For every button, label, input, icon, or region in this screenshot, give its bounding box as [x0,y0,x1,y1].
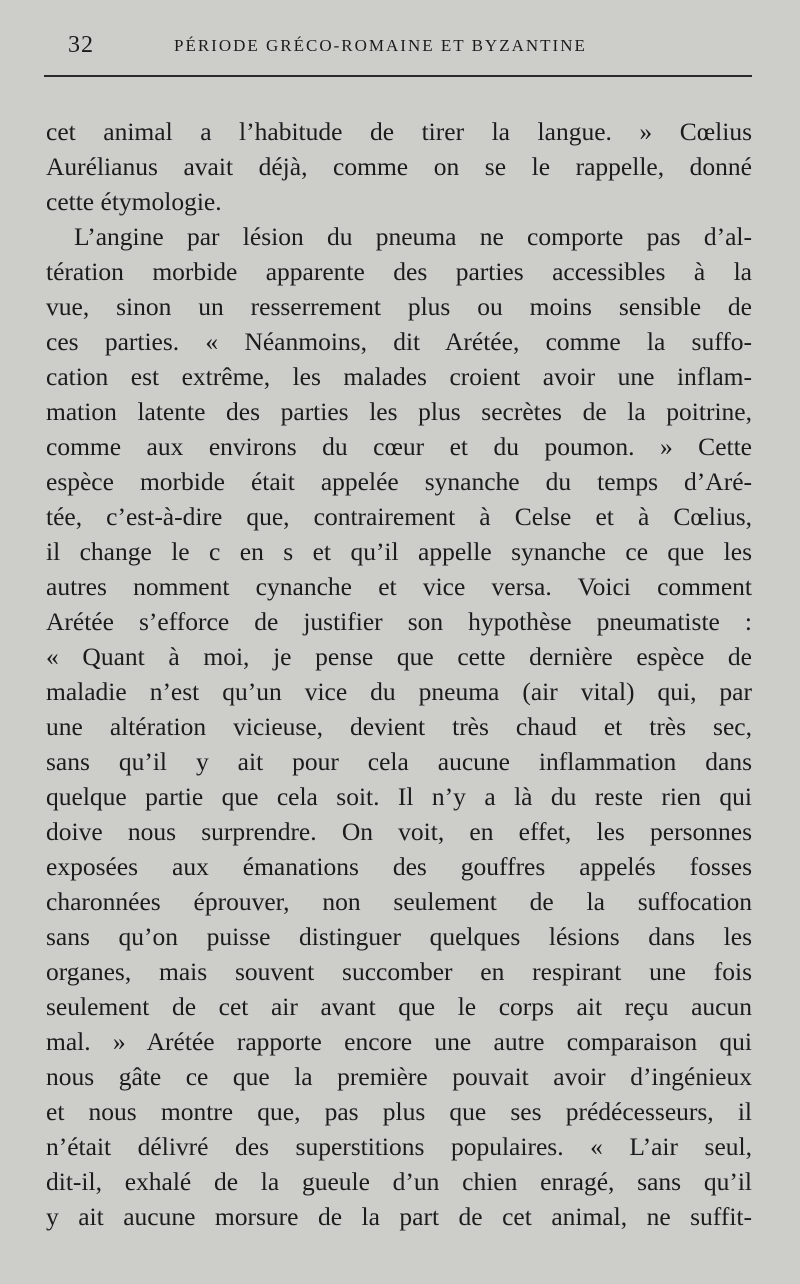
text-line: y ait aucune morsure de la part de cet animal, ne suffit- [46,1202,752,1231]
text-line: sans qu’il y ait pour cela aucune inflammation dans [46,747,752,776]
text-line: cet animal a l’habitude de tirer la langue. » Cœlius [46,117,752,146]
text-line: organes, mais souvent succomber en respirant une fois [46,957,752,986]
text-line: ces parties. « Néanmoins, dit Arétée, comme la suffo- [46,327,752,356]
text-line: doive nous surprendre. On voit, en effet, les personnes [46,817,752,846]
text-line: tération morbide apparente des parties accessibles à la [46,257,752,286]
text-line: cette étymologie. [46,187,222,216]
text-line: « Quant à moi, je pense que cette dernière espèce de [46,642,752,671]
text-line: mal. » Arétée rapporte encore une autre comparaison qui [46,1027,752,1056]
text-line: vue, sinon un resserrement plus ou moins sensible de [46,292,752,321]
body-text [46,114,752,1234]
text-line: charonnées éprouver, non seulement de la suffocation [46,887,752,916]
text-line: mation latente des parties les plus secrètes de la poitrine, [46,397,752,426]
text-line: Aurélianus avait déjà, comme on se le rappelle, donné [46,152,752,181]
text-line: exposées aux émanations des gouffres appelés fosses [46,852,752,881]
text-line: maladie n’est qu’un vice du pneuma (air vital) qui, par [46,677,752,706]
text-line: il change le c en s et qu’il appelle synanche ce que les [46,537,752,566]
running-title: PÉRIODE GRÉCO-ROMAINE ET BYZANTINE [174,36,587,55]
text-line: tée, c’est-à-dire que, contrairement à Celse et à Cœlius, [46,502,752,531]
text-line: sans qu’on puisse distinguer quelques lésions dans les [46,922,752,951]
text-line: nous gâte ce que la première pouvait avoir d’ingénieux [46,1062,752,1091]
text-line: L’angine par lésion du pneuma ne comporte pas d’al- [74,222,752,251]
text-line: autres nomment cynanche et vice versa. Voici comment [46,572,752,601]
text-line: n’était délivré des superstitions populaires. « L’air seul, [46,1132,752,1161]
header-rule [44,75,752,77]
text-line: seulement de cet air avant que le corps ait reçu aucun [46,992,752,1021]
text-line: et nous montre que, pas plus que ses prédécesseurs, il [46,1097,752,1126]
text-line: quelque partie que cela soit. Il n’y a là du reste rien qui [46,782,752,811]
running-head [68,32,750,66]
text-line: comme aux environs du cœur et du poumon. » Cette [46,432,752,461]
text-line: dit-il, exhalé de la gueule d’un chien enragé, sans qu’il [46,1167,752,1196]
text-line: Arétée s’efforce de justifier son hypothèse pneumatiste : [46,607,752,636]
text-line: espèce morbide était appelée synanche du temps d’Aré- [46,467,752,496]
text-line: cation est extrême, les malades croient avoir une inflam- [46,362,752,391]
text-line: une altération vicieuse, devient très chaud et très sec, [46,712,752,741]
page-number: 32 [68,32,94,58]
